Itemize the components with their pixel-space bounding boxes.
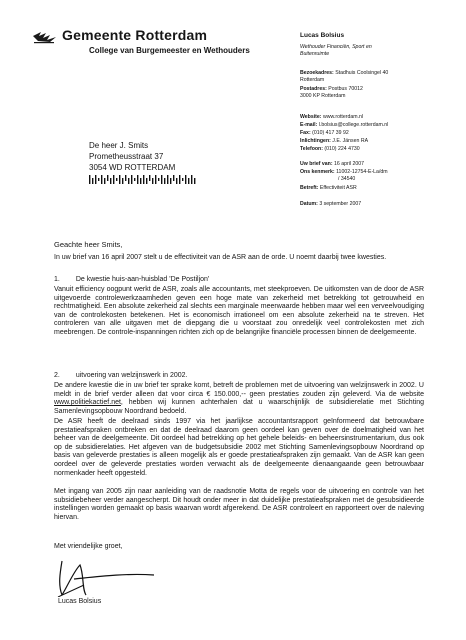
sender-role: Wethouder Financiën, Sport en Buitenruimte [300,44,372,57]
contact-fax: Fax: (010) 417 39 92 [300,130,349,136]
sender-name: Lucas Bolsius [300,32,345,39]
intro-paragraph: In uw brief van 16 april 2007 stelt u de effectiviteit van de ASR aan de orde. U noemt daarbij twee kwesties. [54,254,387,261]
postal-address: Postadres: Postbus 70012 3000 KP Rotterdam [300,86,363,99]
section-2-heading: 2. uitvoering van welzijnswerk in 2002. [54,372,188,379]
contact-website: Website: www.rotterdam.nl [300,114,364,120]
section-2-paragraph-3: Met ingang van 2005 zijn naar aanleiding van de raadsnotie Motta de regels voor de uitvoering en controle van het subsidiebeheer verder aangescherpt. Dit houdt onder meer in dat duidelijke prestatieafspraken met de gesubsidieerde instellingen worden gemaakt op basis waarvan wordt afgerekend. De ASR controleert en rapporteert over de naleving hiervan. [54,488,424,521]
recipient-address: De heer J. Smits Prometheusstraat 37 3054 WD ROTTERDAM [89,141,176,172]
organization-name: Gemeente Rotterdam [62,27,208,43]
rotterdam-logo-icon [32,30,58,44]
your-letter-date: Uw brief van: 16 april 2007 [300,161,365,167]
closing: Met vriendelijke groet, [54,543,123,550]
letter-date: Datum: 3 september 2007 [300,201,362,207]
section-1-paragraph: Vanuit efficiency oogpunt werkt de ASR, zoals alle accountants, met steekproeven. De uitkomsten van de door de ASR uitgevoerde controlewerkzaamheden geven een hoge mate van zekerheid met betrekking tot getrouwheid en rechtmatigheid. Een absolute zekerheid zal slechts een marginale meerwaarde hebben maar wel een verveelvoudiging van de controlekosten betekenen. Het is economisch irrationeel om een absolute zekerheid na te streven. Het controleren van alle uitgaven met de diepgang die u voorstaat zou onredelijk veel controlekosten met zich meebrengen. De controle-inspanningen richten zich op de belangrijke financiële processen binnen de deelgemeente. [54,286,424,336]
postal-barcode [89,175,199,184]
contact-email: E-mail: l.bolsius@college.rotterdam.nl [300,122,389,128]
website-link[interactable]: www.politiekactief.net [54,399,121,407]
organization-subtitle: College van Burgemeester en Wethouders [89,46,250,55]
handwritten-signature [54,555,174,597]
salutation: Geachte heer Smits, [54,240,123,249]
signatory-name: Lucas Bolsius [58,598,102,605]
contact-info: Inlichtingen: J.E. Jänsen RA [300,138,369,144]
subject: Betreft: Effectiviteit ASR [300,185,357,191]
section-2-paragraph-2: De ASR heeft de deelraad sinds 1997 via het jaarlijkse accountantsrapport geïnformeerd dat betrouwbare prestatieafspraken ontbreken en dat de deelraad daarom geen oordeel kan geven over de doelmatigheid van het beheer van de deelgemeente. Dit oordeel had betrekking op het gehele beleids- en beheersinstrumentarium, dus ook op de subsidierelaties. Het afgeven van de budgetsubsidie 2002 met Stichting Samenlevingsopbouw Noordrand op basis van geleverde prestaties is alleen mogelijk als er goede prestatieafspraken zijn gemaakt. Van de ASR kan geen oordeel over de geleverde prestaties worden verwacht als de deelgemeente dienaangaande geen betrouwbaar normenkader heeft opgesteld. [54,418,424,477]
visit-address: Bezoekadres: Stadhuis Coolsingel 40 Rotterdam [300,70,389,83]
our-reference: Ons kenmerk: 11002-12754-E-La/dm / 34540 [300,169,388,182]
contact-phone: Telefoon: (010) 224 4730 [300,146,360,152]
section-1-heading: 1. De kwestie huis-aan-huisblad 'De Postiljon' [54,276,210,283]
section-2-paragraph: De andere kwestie die in uw brief ter sprake komt, betreft de problemen met de uitvoering van welzijnswerk in 2002. U meldt in de brief verder alleen dat voor circa € 150.000,-- geen prestaties zouden zijn geleverd. Via de website www.politiekactief.net, hebben wij kunnen achterhalen dat u waarschijnlijk de subsidierelatie met Stichting Samenlevingsopbouw Noordrand bedoeld. [54,382,424,415]
